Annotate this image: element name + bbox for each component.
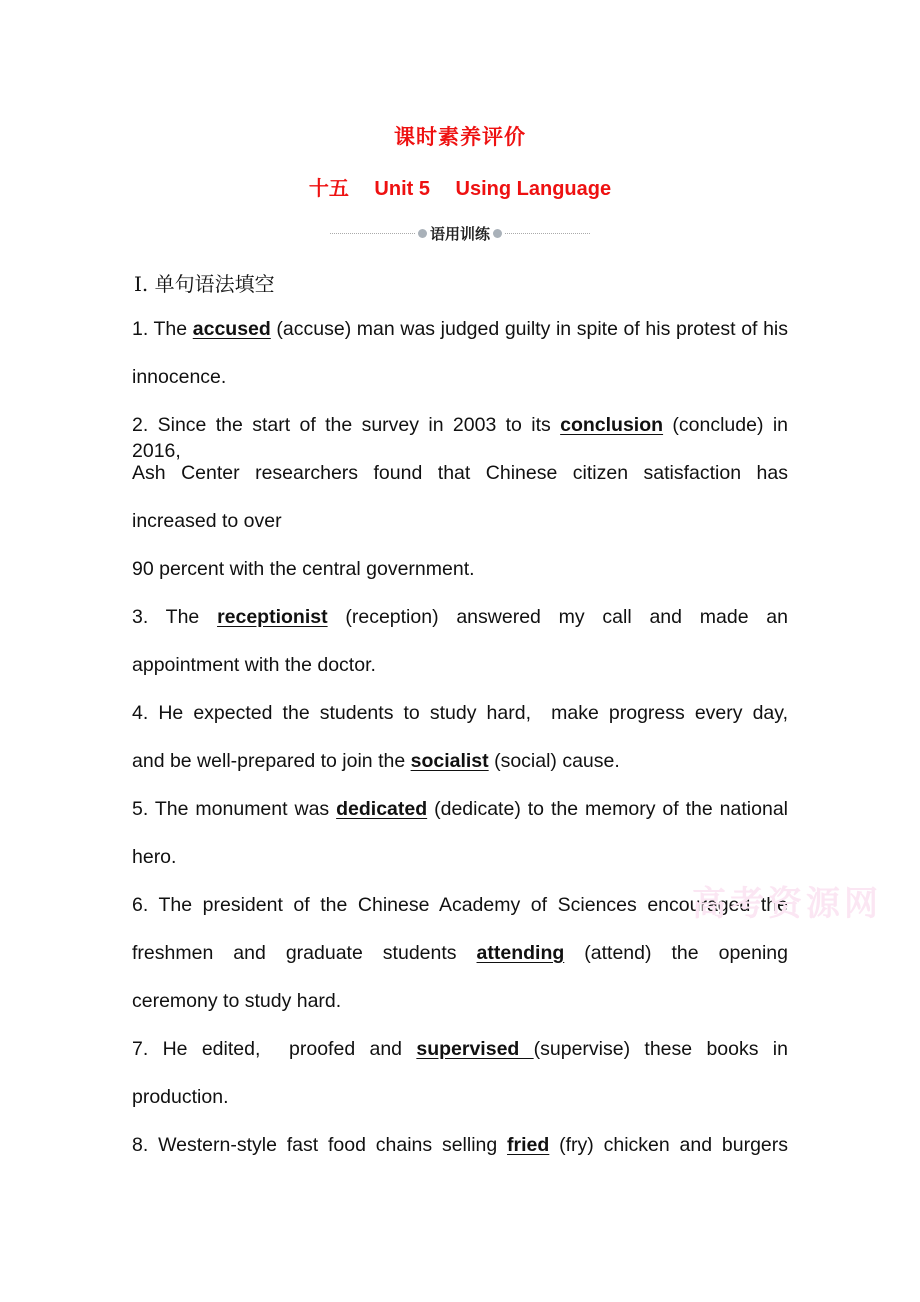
lesson-title: Using Language	[455, 178, 612, 200]
divider-line	[505, 233, 590, 234]
sentence-text: 4. He expected the students to study hard, make progress every day,	[132, 702, 788, 724]
sentence-text: 5. The monument was	[132, 798, 337, 820]
bullet-icon	[418, 229, 427, 238]
sentence-text: appointment with the doctor.	[132, 654, 376, 676]
text-line	[132, 988, 788, 1036]
text-line	[132, 556, 788, 604]
section-divider	[330, 224, 590, 242]
lesson-heading	[0, 172, 920, 201]
answer-blank: socialist	[410, 750, 489, 772]
sentence-text: (reception) answered my call and made an	[327, 606, 788, 628]
sentence-text: and be well-prepared to join the	[132, 750, 411, 772]
divider-line	[330, 233, 415, 234]
sentence-text: 2. Since the start of the survey in 2003 to its	[132, 414, 561, 436]
sentence-text: hero.	[132, 846, 177, 868]
sentence-text: 90 percent with the central government.	[132, 558, 475, 580]
sentence-text: innocence.	[132, 366, 227, 388]
text-line	[132, 460, 788, 508]
text-line	[132, 892, 788, 940]
sentence-text: (social) cause.	[488, 750, 620, 772]
text-line	[132, 412, 794, 462]
bullet-icon	[493, 229, 502, 238]
answer-blank: supervised	[416, 1038, 534, 1060]
sentence-text: (accuse) man was judged guilty in spite of his protest of his	[270, 318, 788, 340]
divider-label: 语用训练	[430, 225, 491, 243]
text-line	[132, 604, 788, 652]
sentence-text: (dedicate) to the memory of the national	[427, 798, 788, 820]
sentence-text: production.	[132, 1086, 229, 1108]
text-line	[132, 508, 788, 556]
page-title: 课时素养评价	[394, 126, 526, 149]
text-line	[132, 748, 788, 796]
text-line	[132, 1132, 788, 1180]
text-line	[132, 700, 788, 748]
exercise-body	[132, 316, 794, 1180]
text-line	[132, 844, 788, 892]
sentence-text: (fry) chicken and burgers	[549, 1134, 789, 1156]
sentence-text: Ash Center researchers found that Chinese citizen satisfaction has	[132, 462, 788, 484]
watermark: 高考资源网	[692, 885, 882, 923]
text-line	[132, 940, 788, 988]
sentence-text: (conclude) in 2016,	[132, 414, 794, 462]
text-line	[132, 316, 788, 364]
answer-blank: fried	[507, 1134, 550, 1156]
sentence-text: increased to over	[132, 510, 282, 532]
sentence-text: (supervise) these books in	[533, 1038, 788, 1060]
section-heading: Ⅰ. 单句语法填空	[134, 272, 275, 296]
sentence-text: 8. Western-style fast food chains selling	[132, 1134, 508, 1156]
text-line	[132, 652, 788, 700]
text-line	[132, 1084, 788, 1132]
answer-blank: conclusion	[560, 414, 664, 436]
sentence-text: 7. He edited, proofed and	[132, 1038, 417, 1060]
sentence-text: (attend) the opening	[564, 942, 789, 964]
sentence-text: 6. The president of the Chinese Academy of Sciences encouraged the	[132, 894, 788, 916]
lesson-number: 十五	[308, 178, 349, 200]
sentence-text: ceremony to study hard.	[132, 990, 342, 1012]
answer-blank: dedicated	[336, 798, 428, 820]
text-line	[132, 1036, 788, 1084]
answer-blank: attending	[476, 942, 565, 964]
text-line	[132, 796, 788, 844]
text-line	[132, 364, 788, 412]
answer-blank: receptionist	[217, 606, 328, 628]
sentence-text: freshmen and graduate students	[132, 942, 477, 964]
unit-label: Unit 5	[374, 178, 430, 200]
sentence-text: 3. The	[132, 606, 218, 628]
answer-blank: accused	[192, 318, 271, 340]
sentence-text: 1. The	[132, 318, 193, 340]
